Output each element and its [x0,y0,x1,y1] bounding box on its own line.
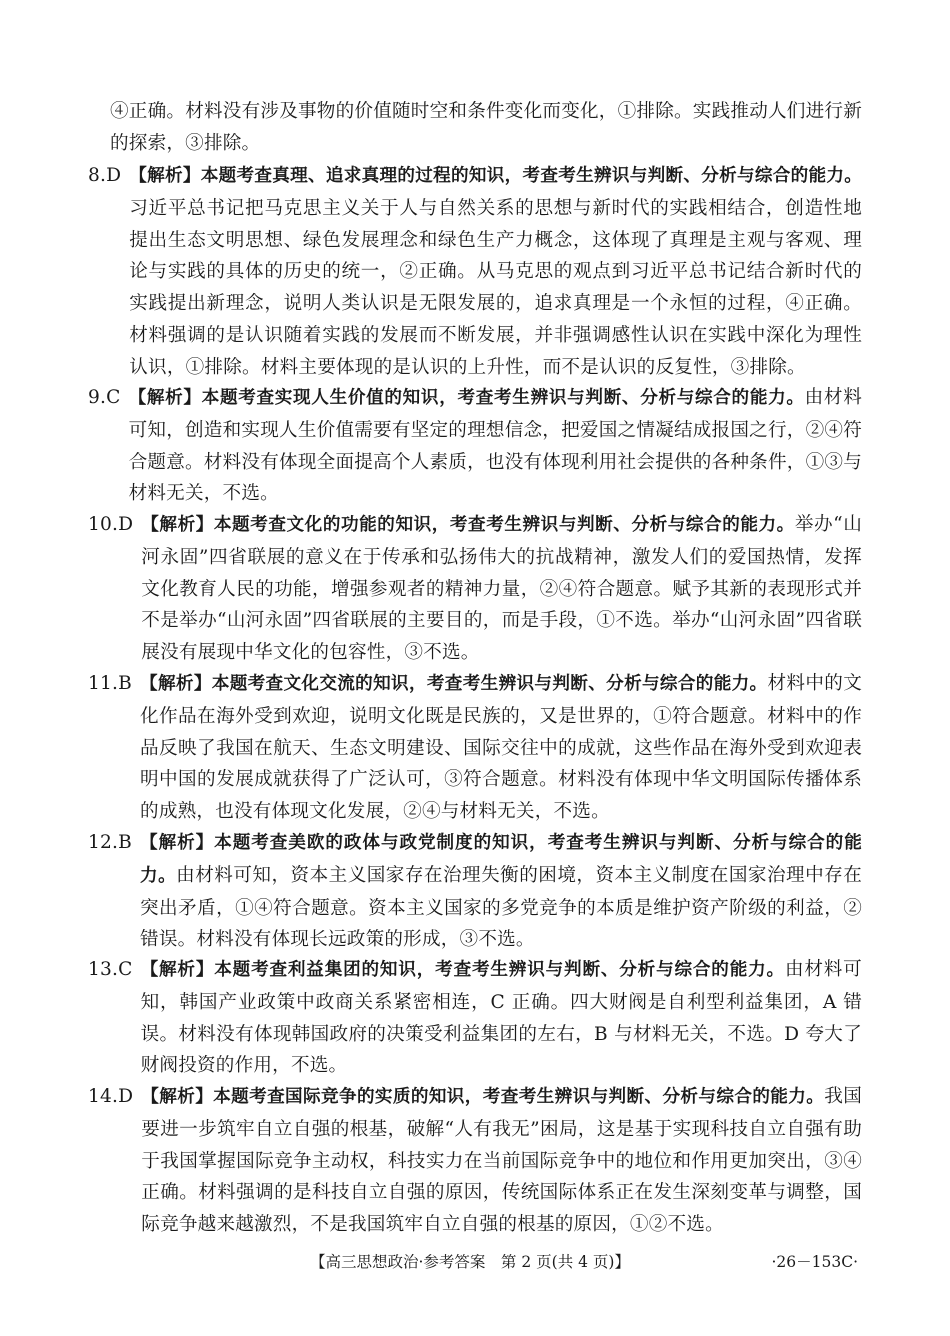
item-text: 我国要进一步筑牢自立自强的根基，破解“人有我无”困局，这是基于实现科技自立自强有助于我国掌握国际竞争主动权，科技实力在当前国际竞争中的地位和作用更加突出，③④正确。材料强调的是科技自立自强的原因，传统国际体系正在发生深刻变革与调整，国际竞争越来越激烈，不是我国筑牢自立自强的根基的原因，①②不选。 [141,1086,862,1236]
item-topic: 本题考查实现人生价值的知识，考查考生辨识与判断、分析与综合的能力。 [201,388,805,408]
item-text: 由材料可知，韩国产业政策中政商关系紧密相连，C 正确。四大财阀是自利型利益集团，A 错误。材料没有体现韩国政府的决策受利益集团的左右，B 与材料无关，不选。D 夸大了财阀投资的作用，不选。 [140,959,862,1077]
item-text: 由材料可知，资本主义国家存在治理失衡的困境，资本主义制度在国家治理中存在突出矛盾，①④符合题意。资本主义国家的多党竞争的本质是维护资产阶级的利益，②错误。材料没有体现长远政策的形成，③不选。 [140,864,863,951]
item-text: 举办“山河永固”四省联展的意义在于传承和弘扬伟大的抗战精神，激发人们的爱国热情，发挥文化教育人民的功能，增强参观者的精神力量，②④符合题意。赋予其新的表现形式并不是举办“山河永固”四省联展的主要目的，而是手段，①不选。举办“山河永固”四省联展没有展现中华文化的包容性，③不选。 [141,514,862,664]
answer-item-11 [88,668,862,828]
item-number: 9.C [88,387,121,408]
analysis-tag: 【解析】 [129,166,201,186]
item-body [141,954,862,1082]
item-text: 材料中的文化作品在海外受到欢迎，说明文化既是民族的，又是世界的，①符合题意。材料中的作品反映了我国在航天、生态文明建设、国际交往中的成就，这些作品在海外受到欢迎表明中国的发展成就获得了广泛认可，③符合题意。材料没有体现中华文明国际传播体系的成熟，也没有体现文化发展，②④与材料无关，不选。 [140,673,862,823]
item-number: 14.D [88,1086,134,1107]
footer-title: 【高三思想政治·参考答案 第 2 页(共 4 页)】 [310,1253,630,1271]
analysis-tag: 【解析】 [140,674,212,694]
item-topic: 本题考查文化的功能的知识，考查考生辨识与判断、分析与综合的能力。 [213,515,795,535]
answer-item-12 [88,827,862,956]
item-body [140,668,862,828]
item-topic: 本题考查国际竞争的实质的知识，考查考生辨识与判断、分析与综合的能力。 [213,1087,825,1107]
analysis-tag: 【解析】 [140,960,215,980]
item-topic: 本题考查美欧的政体与政党制度的知识，考查考生辨识与判断、分析与综合的能力。 [140,833,862,886]
item-text: 由材料可知，创造和实现人生价值需要有坚定的理想信念，把爱国之情凝结成报国之行，②④符合题意。材料没有体现全面提高个人素质，也没有体现利用社会提供的各种条件，①③与材料无关，不选。 [128,387,862,505]
page-footer [0,1250,950,1280]
analysis-tag: 【解析】 [128,388,202,408]
item-topic: 本题考查真理、追求真理的过程的知识，考查考生辨识与判断、分析与综合的能力。 [200,166,862,186]
item-number: 8.D [88,165,122,186]
answer-item-9 [88,382,862,510]
item-number: 10.D [88,514,134,535]
item-number: 12.B [88,832,133,853]
analysis-tag: 【解析】 [141,515,214,535]
item-topic: 本题考查利益集团的知识，考查考生辨识与判断、分析与综合的能力。 [214,960,785,980]
item-number: 11.B [88,673,133,694]
item-body [129,160,862,384]
item-body [141,1081,862,1241]
footer-code: ·26－153C· [771,1253,858,1271]
analysis-tag: 【解析】 [140,833,215,853]
item-body [141,509,862,669]
intro-paragraph: ④正确。材料没有涉及事物的价值随时空和条件变化而变化，①排除。实践推动人们进行新的探索，③排除。 [110,101,862,154]
item-number: 13.C [88,959,133,980]
analysis-tag: 【解析】 [141,1087,214,1107]
answer-item-13 [88,954,862,1082]
item-body [140,827,862,956]
answer-item-14 [88,1081,862,1241]
item-topic: 本题考查文化交流的知识，考查考生辨识与判断、分析与综合的能力。 [211,674,768,694]
item-text: 习近平总书记把马克思主义关于人与自然关系的思想与新时代的实践相结合，创造性地提出生态文明思想、绿色发展理念和绿色生产力概念，这体现了真理是主观与客观、理论与实践的具体的历史的统一，②正确。从马克思的观点到习近平总书记结合新时代的实践提出新理念，说明人类认识是无限发展的，追求真理是一个永恒的过程，④正确。材料强调的是认识随着实践的发展而不断发展，并非强调感性认识在实践中深化为理性认识，①排除。材料主要体现的是认识的上升性，而不是认识的反复性，③排除。 [129,197,862,378]
item-body [129,382,862,510]
answer-item-10 [88,509,862,669]
answer-item-8 [88,160,862,384]
